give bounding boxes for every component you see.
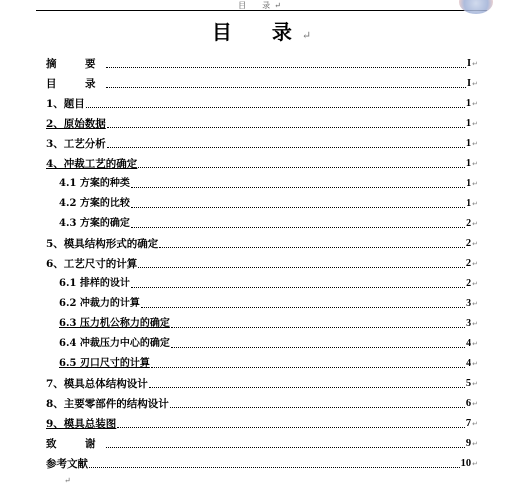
toc-entry-label: 6.3 压力机公称力的确定 bbox=[59, 318, 170, 329]
toc-dot-leader bbox=[149, 387, 465, 388]
toc-entry-page bbox=[466, 357, 478, 371]
toc-entry-label: 6、工艺尺寸的计算 bbox=[46, 258, 138, 270]
toc-page-number: 1 bbox=[465, 98, 472, 109]
paragraph-mark-icon: ↵ bbox=[472, 200, 478, 208]
toc-page-number: 3 bbox=[466, 318, 472, 329]
toc-dot-leader bbox=[171, 347, 465, 348]
toc-entry[interactable] bbox=[46, 131, 478, 151]
toc-entry-page bbox=[466, 277, 478, 291]
toc-entry[interactable] bbox=[46, 111, 478, 131]
paragraph-mark-icon: ↵ bbox=[472, 420, 478, 428]
toc-entry-label: 4.3 方案的确定 bbox=[59, 218, 130, 229]
toc-entry[interactable] bbox=[46, 151, 478, 171]
toc-dot-leader bbox=[106, 87, 467, 88]
toc-entry-label: 2、原始数据 bbox=[46, 118, 106, 130]
paragraph-mark-icon: ↵ bbox=[472, 260, 478, 268]
toc-dot-leader bbox=[138, 167, 465, 168]
toc-entry-label: 3、工艺分析 bbox=[46, 138, 106, 150]
toc-entry-page bbox=[466, 177, 478, 191]
toc-page-number: 10 bbox=[460, 458, 472, 469]
toc-dot-leader bbox=[117, 427, 465, 428]
paragraph-mark-icon: ↵ bbox=[472, 340, 478, 348]
toc-entry[interactable] bbox=[46, 271, 478, 291]
toc-page-number: 4 bbox=[466, 358, 472, 369]
toc-dot-leader bbox=[151, 367, 465, 368]
toc-dot-leader bbox=[159, 247, 465, 248]
toc-entry-label: 4.2 方案的比较 bbox=[59, 198, 130, 209]
toc-dot-leader bbox=[89, 467, 460, 468]
toc-page-number: 2 bbox=[466, 218, 472, 229]
paragraph-mark-icon: ↵ bbox=[472, 400, 478, 408]
toc-entry-label: 目 录 bbox=[46, 78, 105, 90]
toc-entry[interactable] bbox=[46, 91, 478, 111]
toc-page-number: 2 bbox=[465, 258, 472, 269]
toc-entry-page bbox=[466, 397, 478, 411]
toc-entry-page bbox=[466, 337, 478, 351]
paragraph-mark-icon: ↵ bbox=[472, 360, 478, 368]
toc-entry-label: 6.5 刃口尺寸的计算 bbox=[59, 358, 150, 369]
toc-page-number: 3 bbox=[466, 298, 472, 309]
paragraph-mark-icon: ↵ bbox=[472, 60, 478, 68]
toc-entry-label: 4.1 方案的种类 bbox=[59, 178, 130, 189]
toc-entry-label: 9、模具总装图 bbox=[46, 418, 117, 430]
toc-entry[interactable] bbox=[46, 71, 478, 91]
toc-page-number: I bbox=[467, 58, 472, 69]
paragraph-mark-icon: ↵ bbox=[472, 100, 478, 108]
paragraph-mark-icon: ↵ bbox=[472, 80, 478, 88]
toc-entry-page bbox=[466, 417, 478, 431]
toc-entry-page bbox=[466, 217, 478, 231]
paragraph-mark-icon: ↵ bbox=[472, 140, 478, 148]
toc-page-number: 4 bbox=[466, 338, 472, 349]
toc-entry[interactable] bbox=[46, 391, 478, 411]
paragraph-mark-icon: ↵ bbox=[472, 240, 478, 248]
toc-page-number: 1 bbox=[466, 178, 472, 189]
toc-dot-leader bbox=[170, 407, 465, 408]
toc-entry[interactable] bbox=[46, 411, 478, 431]
toc-entry-page bbox=[467, 77, 478, 91]
toc-page-number: 6 bbox=[465, 398, 472, 409]
toc-entry[interactable] bbox=[46, 371, 478, 391]
toc-page-number: 7 bbox=[465, 418, 472, 429]
toc-entry-page bbox=[466, 297, 478, 311]
toc-page-number: 1 bbox=[465, 118, 472, 129]
toc-page-number: 5 bbox=[465, 378, 472, 389]
toc-page-number: 2 bbox=[465, 238, 472, 249]
toc-entry-page bbox=[466, 157, 478, 171]
toc-entry-page bbox=[466, 137, 478, 151]
toc-entry-label: 5、模具结构形式的确定 bbox=[46, 238, 159, 250]
paragraph-mark-icon: ↵ bbox=[472, 320, 478, 328]
toc-entry-label: 8、主要零部件的结构设计 bbox=[46, 398, 169, 410]
toc-entry-page bbox=[466, 97, 478, 111]
toc-entry-label: 7、模具总体结构设计 bbox=[46, 378, 148, 390]
paragraph-mark-icon: ↵ bbox=[472, 280, 478, 288]
paragraph-mark-icon: ↵ bbox=[472, 440, 478, 448]
paragraph-mark-icon: ↵ bbox=[472, 120, 478, 128]
toc-entry-page bbox=[466, 257, 478, 271]
toc-entry[interactable] bbox=[46, 431, 478, 451]
toc-page-number: 9 bbox=[465, 438, 472, 449]
toc-entry-label: 4、冲裁工艺的确定 bbox=[46, 158, 138, 170]
toc-entry-page bbox=[461, 457, 478, 471]
toc-dot-leader bbox=[141, 307, 465, 308]
toc-entry[interactable] bbox=[46, 351, 478, 371]
toc-entry[interactable] bbox=[46, 251, 478, 271]
toc-entry[interactable] bbox=[46, 311, 478, 331]
toc-entry-page bbox=[466, 117, 478, 131]
paragraph-mark-icon: ↵ bbox=[472, 220, 478, 228]
toc-dot-leader bbox=[107, 147, 465, 148]
toc-entry-page bbox=[466, 197, 478, 211]
toc-dot-leader bbox=[131, 207, 465, 208]
toc-dot-leader bbox=[106, 67, 467, 68]
toc-dot-leader bbox=[131, 187, 465, 188]
toc-page-number: 1 bbox=[465, 158, 472, 169]
paragraph-mark-icon: ↵ bbox=[472, 300, 478, 308]
toc-page-number: I bbox=[467, 78, 472, 89]
page-title: 目 录↵ bbox=[211, 20, 312, 44]
toc-entry[interactable] bbox=[46, 451, 478, 471]
university-seal-logo bbox=[459, 0, 493, 14]
toc-entry[interactable] bbox=[46, 191, 478, 211]
toc-entry-page bbox=[466, 377, 478, 391]
toc-entry[interactable] bbox=[46, 331, 478, 351]
paragraph-mark-icon: ↵ bbox=[472, 460, 478, 468]
toc-entry-label: 摘 要 bbox=[46, 58, 105, 70]
toc-dot-leader bbox=[107, 127, 465, 128]
toc-entry[interactable] bbox=[46, 211, 478, 231]
paragraph-mark-icon: ↵ bbox=[64, 476, 71, 485]
toc-entry[interactable] bbox=[46, 231, 478, 251]
toc-entry-page bbox=[466, 237, 478, 251]
toc-page-number: 1 bbox=[465, 138, 472, 149]
paragraph-mark-icon: ↵ bbox=[472, 160, 478, 168]
paragraph-mark-icon: ↵ bbox=[472, 180, 478, 188]
toc-dot-leader bbox=[131, 227, 465, 228]
toc-entry[interactable] bbox=[46, 51, 478, 71]
paragraph-mark-icon: ↵ bbox=[472, 380, 478, 388]
toc-entry-label: 6.2 冲裁力的计算 bbox=[59, 298, 140, 309]
toc-entry-label: 致 谢 bbox=[46, 438, 105, 450]
toc-entry-label: 6.1 排样的设计 bbox=[59, 278, 130, 289]
toc-dot-leader bbox=[106, 447, 465, 448]
toc-entry-label: 6.4 冲裁压力中心的确定 bbox=[59, 338, 170, 349]
toc-entry-label: 参考文献 bbox=[46, 458, 88, 470]
toc-dot-leader bbox=[131, 287, 465, 288]
toc-page-number: 2 bbox=[466, 278, 472, 289]
toc-entry-label: 1、题目 bbox=[46, 98, 85, 110]
table-of-contents bbox=[46, 51, 478, 471]
toc-entry[interactable] bbox=[46, 291, 478, 311]
running-header-text: 目 录↵ bbox=[238, 1, 285, 10]
toc-entry-page bbox=[466, 317, 478, 331]
toc-entry-page bbox=[467, 57, 478, 71]
toc-entry[interactable] bbox=[46, 171, 478, 191]
toc-dot-leader bbox=[138, 267, 465, 268]
toc-dot-leader bbox=[86, 107, 465, 108]
toc-entry-page bbox=[466, 437, 478, 451]
header-rule bbox=[36, 10, 487, 11]
toc-page-number: 1 bbox=[466, 198, 472, 209]
toc-dot-leader bbox=[171, 327, 465, 328]
